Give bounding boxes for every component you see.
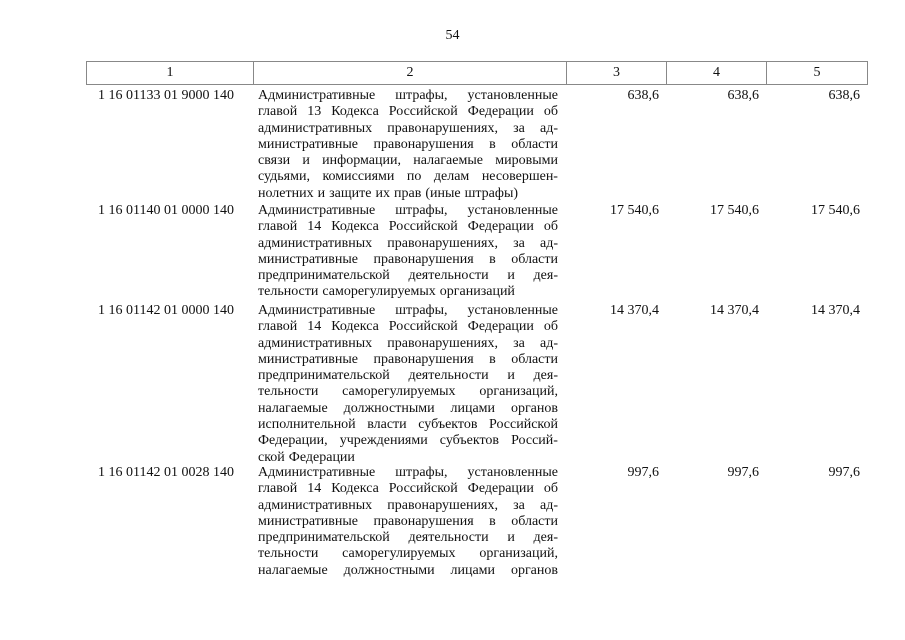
description-line: административных правонарушениях, за ад- [258,120,558,136]
description-line: главой 13 Кодекса Российской Федерации об [258,104,558,120]
header-col-1: 1 [166,65,174,80]
description-line: главой 14 Кодекса Российской Федерации об [258,481,558,497]
value-col-3: 17 540,6 [610,203,659,218]
value-col-5: 17 540,6 [811,203,860,218]
value-col-3: 638,6 [627,88,659,103]
value-col-5: 638,6 [828,88,860,103]
table-row [86,303,866,466]
description-line: главой 14 Кодекса Российской Федерации об [258,219,558,235]
page-number: 54 [445,28,460,43]
description-line: Федерации, учреждениями субъектов Россий- [258,433,558,449]
table-row [86,88,866,202]
budget-code: 1 16 01142 01 0028 140 [98,465,234,480]
header-col-3: 3 [566,62,666,84]
budget-code: 1 16 01133 01 9000 140 [98,88,234,103]
description-line: исполнительной власти субъектов Российской [258,417,558,433]
description-line: министративные правонарушения в области [258,136,558,152]
budget-code: 1 16 01142 01 0000 140 [98,303,234,318]
value-col-5: 14 370,4 [811,303,860,318]
description-line: Административные штрафы, установленные [258,88,558,103]
budget-code: 1 16 01140 01 0000 140 [98,203,234,218]
table-header [86,61,868,85]
description-line: Административные штрафы, установленные [258,465,558,480]
description [252,88,565,202]
description-line: Административные штрафы, установленные [258,203,558,218]
description-line: министративные правонарушения в области [258,513,558,529]
description-line: главой 14 Кодекса Российской Федерации об [258,319,558,335]
header-col-4: 4 [666,62,766,84]
description [252,203,565,301]
value-col-4: 997,6 [727,465,759,480]
description-line: предпринимательской деятельности и дея- [258,368,558,384]
value-col-4: 17 540,6 [710,203,759,218]
value-col-3: 14 370,4 [610,303,659,318]
header-col-5: 5 [766,62,867,84]
description-line: предпринимательской деятельности и дея- [258,268,558,284]
description-line: административных правонарушениях, за ад- [258,497,558,513]
table-row [86,465,866,579]
value-col-3: 997,6 [627,465,659,480]
description-line: административных правонарушениях, за ад- [258,335,558,351]
description-line: нолетних и защите их прав (иные штрафы) [258,185,519,201]
table-row [86,203,866,301]
description-line: министративные правонарушения в области [258,251,558,267]
value-col-5: 997,6 [828,465,860,480]
description-line: ской Федерации [258,449,355,465]
description-line: административных правонарушениях, за ад- [258,235,558,251]
description-line: тельности саморегулируемых организаций, [258,546,558,562]
header-col-2: 2 [253,62,566,84]
description-line: налагаемые должностными лицами органов [258,562,558,578]
description-line: налагаемые должностными лицами органов [258,400,558,416]
value-col-4: 14 370,4 [710,303,759,318]
description-line: Административные штрафы, установленные [258,303,558,318]
description-line: предпринимательской деятельности и дея- [258,530,558,546]
description [252,303,565,466]
description-line: тельности саморегулируемых организаций [258,284,515,300]
description [252,465,565,579]
value-col-4: 638,6 [727,88,759,103]
description-line: министративные правонарушения в области [258,351,558,367]
description-line: судьями, комиссиями по делам несовершен- [258,169,558,185]
description-line: связи и информации, налагаемые мировыми [258,153,558,169]
description-line: тельности саморегулируемых организаций, [258,384,558,400]
